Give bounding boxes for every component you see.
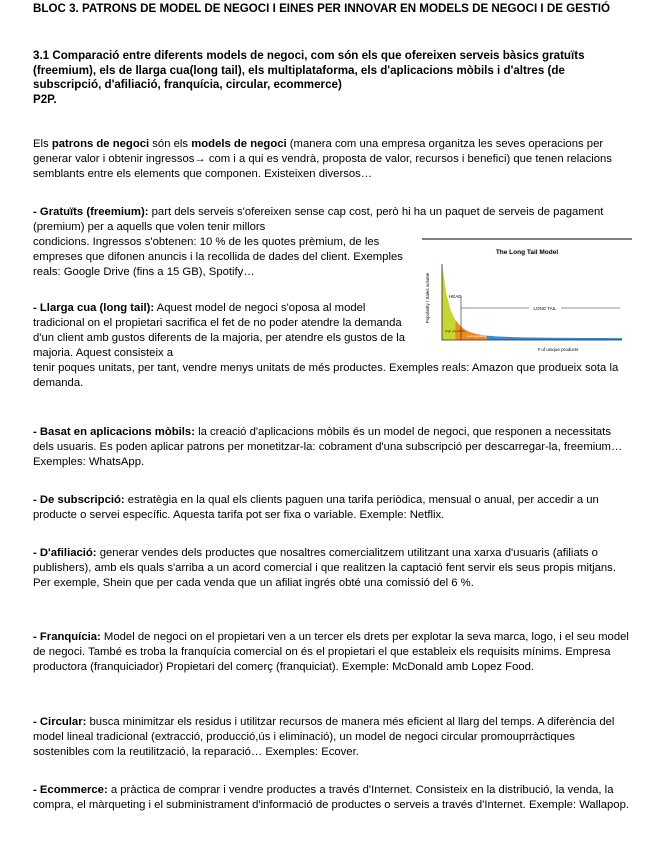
subsection-heading-text: 3.1 Comparació entre diferents models de negoci, com són els que ofereixen serveis bàsics gratuïts (freemium), els de llarga cua(long tail), els multiplataforma, els d'aplicacions mòbils i d'altres (de subscripció, d'afiliació, franquícia, circular, ecommerce) <box>33 49 585 91</box>
longtail-text-b: tenir poques unitats, per tant, vendre menys unitats de més productes. Exemples reals: Amazon que produeix sota la demanda. <box>33 362 619 389</box>
freemium-label: - Gratuïts (freemium): <box>33 206 149 218</box>
subscription-label: - De subscripció: <box>33 494 125 506</box>
franchise-label: - Franquícia: <box>33 631 101 643</box>
intro-text-3: (manera com una empresa organitza les seves operacions per generar valor i obtenir ingressos→ com i a qui es vendrà, proposta de valor, recursos i benefici) que tenen relacions semblants entre els elements que componen. Existeixen diversos… <box>33 138 612 180</box>
longtail-text-a: Aquest model de negoci s'oposa al model tradicional on el propietari sacrifica el fet de no poder atendre la demanda d'un client amb gustos diferents de la majoria, per atendre els gustos de la majoria. Aquest consisteix a <box>33 302 406 359</box>
subscription-paragraph <box>33 493 633 523</box>
chart-xlabel: # of unique products <box>537 347 579 352</box>
affiliation-text: generar vendes dels productes que nosaltres comercialitzem utilitzant una xarxa d'usuaris (afiliats o publishers), amb els quals s'arriba a un acord comercial i que realitzen la captació fent servir els seus propis mitjans. Per exemple, Shein que per cada venda que un afiliat ingrés obté una comissió del 6 %. <box>33 547 616 589</box>
subsection-heading <box>33 49 633 107</box>
long-tail-chart <box>422 238 632 356</box>
chart-annotation-low: Low popularity <box>467 334 487 338</box>
freemium-text-b: condicions. Ingressos s'obtenen: 10 % de les quotes prèmium, de les empreses que difonen anuncis i la recollida de dades del client. Exemples reals: Google Drive (fins a 15 GB), Spotify… <box>33 236 403 278</box>
franchise-text: Model de negoci on el propietari ven a un tercer els drets per explotar la seva marca, logo, i el seu model de negoci. També es troba la franquícia comercial on és el propietari el que estableix els requisits mínims. Empresa productora (franquiciador) Propietari del comerç (franquiciat). Exemple: McDonald amb Lopez Food. <box>33 631 629 673</box>
circular-label: - Circular: <box>33 716 87 728</box>
affiliation-paragraph <box>33 546 633 591</box>
intro-bold-1: patrons de negoci <box>51 138 150 150</box>
intro-text-2: són els <box>149 138 192 150</box>
longtail-label: - Llarga cua (long tail): <box>33 302 155 314</box>
freemium-paragraph-a <box>33 205 633 235</box>
longtail-paragraph-b <box>33 361 633 391</box>
subscription-text: estratègia en la qual els clients paguen una tarifa periòdica, mensual o anual, per accedir a un producte o servei específic. Aquesta tarifa pot ser fixa o variable. Exemple: Netflix. <box>33 494 599 521</box>
intro-bold-2: models de negoci <box>191 138 287 150</box>
chart-annotation-longtail: LONG TAIL <box>533 306 557 311</box>
freemium-text-a: part dels serveis s'ofereixen sense cap cost, però hi ha un paquet de serveis de pagament (premium) per a aquells que volen tenir millors <box>33 206 604 233</box>
franchise-paragraph <box>33 630 633 675</box>
subsection-heading-p2p: P2P. <box>33 92 57 106</box>
freemium-paragraph-b <box>33 235 415 280</box>
chart-title: The Long Tail Model <box>495 249 559 256</box>
section-title: BLOC 3. PATRONS DE MODEL DE NEGOCI I EINES PER INNOVAR EN MODELS DE NEGOCI I DE GESTIÓ <box>33 2 610 15</box>
ecommerce-label: - Ecommerce: <box>33 784 108 796</box>
circular-paragraph <box>33 715 633 760</box>
ecommerce-paragraph <box>33 783 633 813</box>
chart-annotation-head: HEAD <box>449 294 462 299</box>
longtail-paragraph-a <box>33 301 413 361</box>
chart-annotation-high: High popularity <box>445 329 466 333</box>
intro-text-1: Els <box>33 138 52 150</box>
affiliation-label: - D'afiliació: <box>33 547 97 559</box>
mobile-label: - Basat en aplicacions mòbils: <box>33 426 195 438</box>
mobile-paragraph <box>33 425 633 470</box>
circular-text: busca minimitzar els residus i utilitzar recursos de manera més eficient al llarg del temps. A diferència del model lineal tradicional (extracció, producció,ús i eliminació), un model de negoci circular promouprràctiques sostenibles com la reutilització, la reparació… Exemples: Ecover. <box>33 716 615 758</box>
ecommerce-text: a pràctica de comprar i vendre productes a través d'Internet. Consisteix en la distribució, la venda, la compra, el màrqueting i el subministrament d'informació de productes o serveis a través d'Internet. Exemple: Wallapop. <box>33 784 630 811</box>
mobile-text: la creació d'aplicacions mòbils és un model de negoci, que responen a necessitats dels usuaris. Es poden aplicar patrons per monetitzar-la: cobrament d'una subscripció per descarregar-la, freemium… Exemples: WhatsApp. <box>33 426 623 468</box>
chart-ylabel: Popularity / Sales volume <box>425 272 430 324</box>
intro-paragraph <box>33 137 633 182</box>
